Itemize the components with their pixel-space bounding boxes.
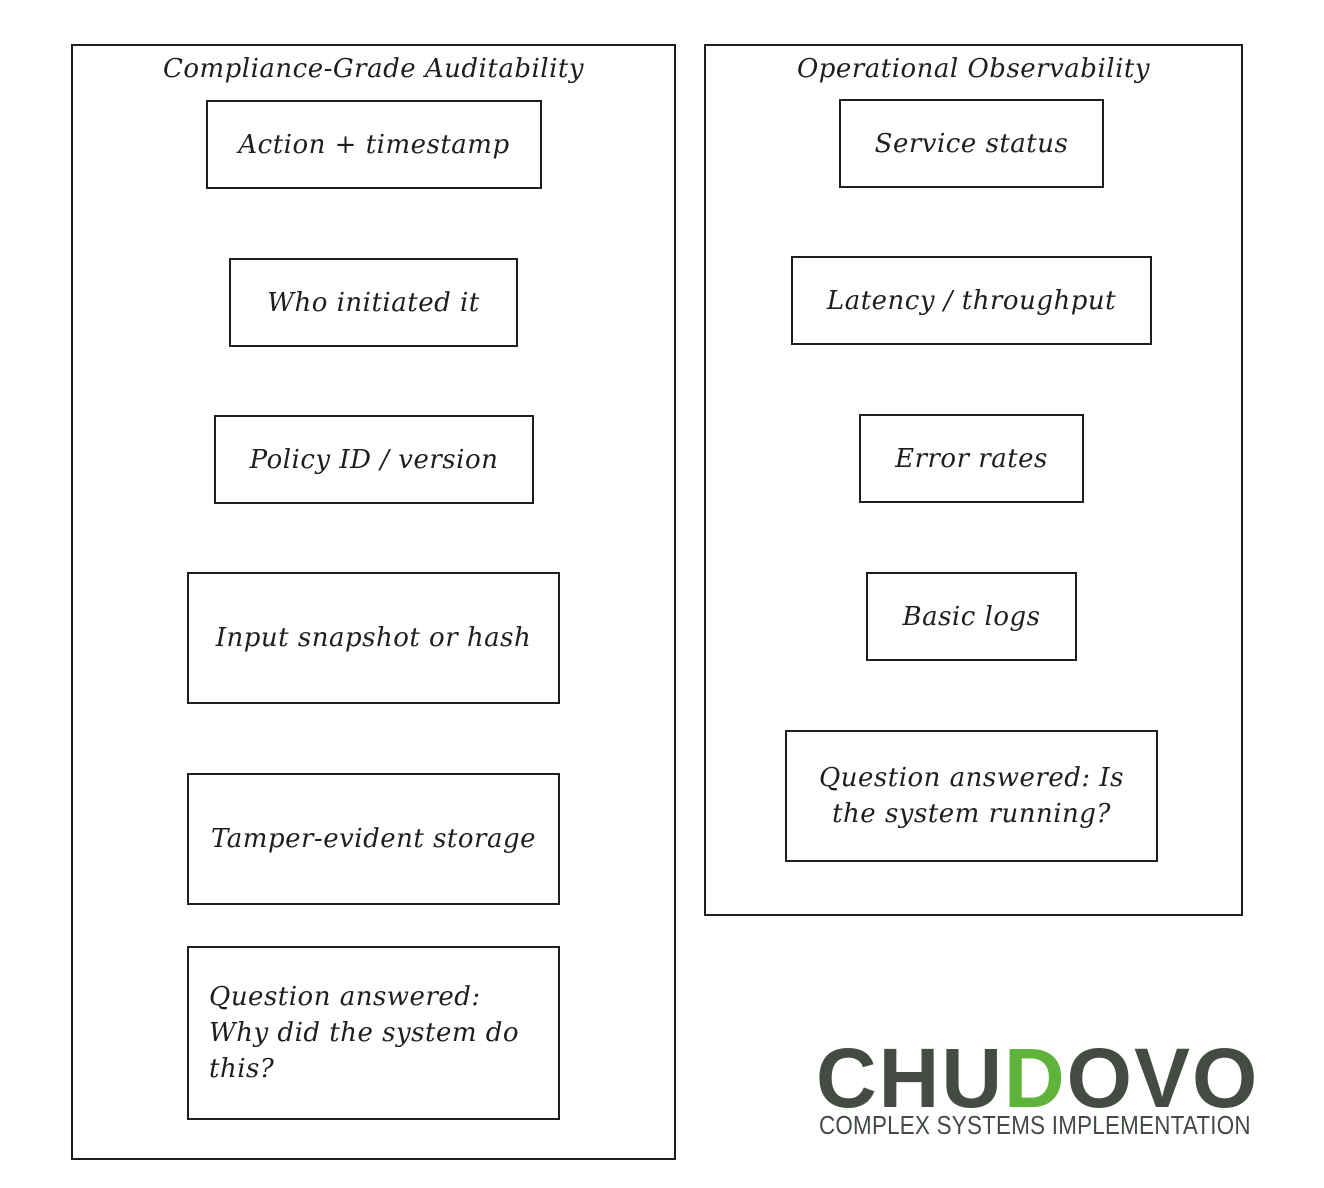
- observability-item-service-status: [839, 99, 1104, 188]
- observability-item-latency-throughput: [791, 256, 1152, 345]
- compliance-item-label: Action + timestamp: [238, 129, 510, 160]
- compliance-item-input-snapshot: [187, 572, 560, 704]
- observability-question-label: Question answered: Is the system running?: [818, 763, 1125, 829]
- logo-word-accent: D: [1004, 1031, 1067, 1125]
- compliance-item-initiator: [229, 258, 518, 347]
- observability-panel-title: Operational Observability: [796, 54, 1151, 84]
- compliance-item-action-timestamp: [206, 100, 542, 189]
- compliance-item-label: Who initiated it: [267, 287, 480, 318]
- compliance-item-label: Input snapshot or hash: [215, 623, 532, 653]
- observability-item-basic-logs: [866, 572, 1077, 661]
- observability-item-label: Basic logs: [902, 601, 1041, 632]
- logo-tagline: COMPLEX SYSTEMS IMPLEMENTATION: [819, 1110, 1251, 1140]
- compliance-item-policy-version: [214, 415, 534, 504]
- observability-item-label: Latency / throughput: [826, 285, 1117, 316]
- logo-word-part2: OVO: [1066, 1031, 1260, 1125]
- compliance-panel-title: Compliance-Grade Auditability: [162, 54, 585, 84]
- compliance-item-label: Tamper-evident storage: [210, 824, 536, 854]
- logo-word-part1: CHU: [816, 1031, 1004, 1125]
- compliance-question-box: [187, 946, 560, 1120]
- compliance-item-label: Policy ID / version: [249, 444, 499, 475]
- chudovo-logo: [816, 1031, 1260, 1146]
- observability-question-box: [785, 730, 1158, 862]
- compliance-question-label: Question answered: Why did the system do this?: [209, 982, 520, 1084]
- observability-item-error-rates: [859, 414, 1084, 503]
- compliance-item-tamper-evident-storage: [187, 773, 560, 905]
- observability-item-label: Error rates: [895, 443, 1048, 474]
- observability-item-label: Service status: [874, 128, 1069, 159]
